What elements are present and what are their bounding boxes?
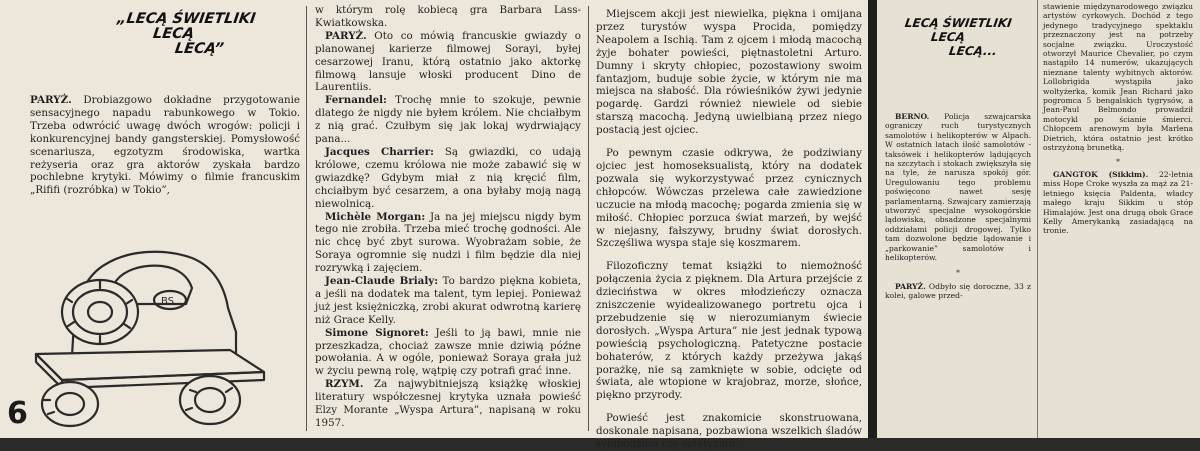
dateline-paryz-right: PARYŻ. [895, 281, 926, 291]
page-number: 6 [7, 396, 28, 431]
article-soraya-p2: Oto co mówią francuskie gwiazdy o planowanej karierze filmowej Sorayi, byłej cesarzowej Iranu, którą ostatnio jako aktorkę filmową lansuje włoski producent Dino de Laurentiis. [315, 29, 581, 94]
dateline-paryz-2: PARYŻ. [325, 29, 367, 42]
quote-signoret: Jeśli to ją bawi, mnie nie przeszkadza, chociaż zawsze mnie dziwią późne powołania. A w ogóle, ponieważ Soraya grała już w życiu pewną rolę, wątpię czy potrafi grać inne. [315, 326, 581, 378]
article-rififi: Drobiazgowo dokładne przygotowanie sensacyjnego napadu rabunkowego w Tokio. Trzeba odwrócić uwagę dwóch wrogów: policji i konkurencyjnej bandy gangsterskiej. Pomysłowość scenariusza, egzotyzm środowiska, wartka reżyseria oraz gra aktorów zyskała bardzo pochlebne krytyki. Mówimy o filmie francuskim „Rififi (rozróbka) w Tokio”, [30, 94, 300, 197]
speaker-morgan: Michèle Morgan: [325, 210, 426, 223]
article-berno: Policja szwajcarska ograniczy ruch turystycznych samolotów i helikopterów w Alpach. W ostatnich latach ilość samolotów - taksówek i helikopterów lądujących na szczytach i stokach zwiększyła się na tyle, że narusza spokój gór. Uregulowaniu tego problemu poświęcono nawet sesję parlamentarną. Szwajcary zamierzają utworzyć specjalne wysokogórskie lądowiska, obsadzone specjalnymi oddziałami policji drogowej. Tylko tam dozwolone będzie lądowanie i „parkowanie” samolotów i helikopterów. [885, 112, 1031, 263]
dateline-gangtok: GANGTOK (Sikkim). [1053, 169, 1149, 179]
review-paragraph-4: Powieść jest znakomicie skonstruowana, doskonale napisana, pozbawiona wszelkich śladów symbolizmu czy estetyzmu. [596, 412, 862, 451]
right-column-2 [1043, 2, 1193, 236]
separator-star-2: * [1116, 156, 1120, 166]
speaker-signoret: Simone Signoret: [325, 326, 429, 339]
quote-brialy: To bardzo piękna kobieta, a jeśli na dodatek ma talent, tym lepiej. Ponieważ już jest księżniczką, zrobi akurat odwrotną karierę niż Grace Kelly. [315, 275, 581, 326]
speaker-fernandel: Fernandel: [325, 94, 387, 107]
column-2 [315, 4, 581, 430]
dateline-berno: BERNO. [895, 112, 930, 121]
headline-line-1: „LECĄ ŚWIETLIKI [116, 11, 257, 27]
headline-left [112, 12, 257, 57]
headline-line-2: LECĄ [151, 26, 196, 42]
column-1 [30, 94, 300, 197]
column-rule-1 [306, 6, 307, 431]
article-cyrk: stawienie międzynarodowego związku artystów cyrkowych. Dochód z tego jedynego tradycyjnego spektaklu przeznaczony jest na potrzeby socjalne związku. Uroczystość otworzył Maurice Chevalier, po czym nastąpiło 14 numerów, ukazujących nieznane talenty wybitnych aktorów. Lollobrigida wystąpiła jako woltyżerka, komik Jean Richard jako pogromca 5 bengalskich tygrysów, a Jean-Paul Belmondo prowadził motocykl po ścianie śmierci. Chłopcem arenowym była Marlena Dietrich, która ostatnio jest krótko ostrzyżoną brunetką. [1043, 2, 1193, 153]
headline-right-line-3: LECĄ... [948, 44, 998, 58]
speaker-charrier: Jacques Charrier: [325, 145, 434, 158]
right-column-rule [1037, 0, 1038, 438]
review-paragraph-3: Filozoficzny temat książki to niemożność połączenia życia z pięknem. Dla Artura przejście z dzieciństwa w okres młodzieńczy oznacza zniszczenie wyidealizowanego portretu ojca i przebudzenie się w nierozumianym świecie dorosłych. „Wyspa Artura” nie jest jednak typową powieścią psychologiczną. Patetyczne postacie bohaterów, z których każdy przeżywa jakąś porażkę, nie są zamknięte w sobie, odcięte od świata, ale wtopione w krajobraz, morze, słońce, piękno przyrody. [596, 260, 862, 402]
column-rule-2 [588, 6, 589, 431]
speaker-brialy: Jean-Claude Brialy: [325, 275, 439, 288]
separator-star-1: * [956, 267, 960, 277]
quote-fernandel: Trochę mnie to szokuje, pewnie dlatego że nigdy nie byłem królem. Nie chciałbym z nią grać. Czułbym się jak lokaj wydrwiający pana... [315, 94, 581, 146]
plate-text: BS [161, 296, 175, 307]
dateline-rzym: RZYM. [325, 378, 364, 391]
review-paragraph-2: Po pewnym czasie odkrywa, że podziwiany ojciec jest homoseksualistą, który na dodatek pozwala się wykorzystywać przez cynicznych chłopców. Wówczas przelewa całe zawiedzione uczucie na młodą macochę; pogarda zmienia się w miłość. Chłopiec porzuca świat marzeń, by wejść w niejasny, fałszywy, brudny świat dorosłych. Szczęśliwa wyspa staje się koszmarem. [596, 147, 862, 250]
right-newspaper-page [877, 0, 1200, 438]
headline-right-line-2: LECĄ [930, 30, 966, 44]
quote-charrier: Są gwiazdki, co udają królowe, czemu królowa nie może zabawić się w gwiazdkę? Gdybym miał z nią kręcić film, chciałbym być cesarzem, a ona byłaby moją nagą niewolnicą. [315, 145, 581, 210]
quote-morgan: Ja na jej miejscu nigdy bym tego nie zrobiła. Trzeba mieć trochę godności. Ale nic chcę być zbyt surowa. Wyobrażam sobie, że Soraya ogromnie się nudzi i film będzie dla niej rozrywką i zajęciem. [315, 210, 582, 275]
headline-right-line-1: LECĄ ŚWIETLIKI [903, 16, 1013, 30]
rear-wheel [180, 376, 240, 424]
dateline-paryz: PARYŻ. [30, 94, 72, 106]
article-cyrk-start: Odbyło się doroczne, 33 z kolei, galowe przed- [885, 281, 1031, 301]
headline-line-3: LECĄ” [173, 41, 225, 57]
article-wyspa-artura: Za najwybitniejszą książkę włoskiej literatury współczesnej krytyka uznała powieść Elzy Morante „Wyspa Artura”, napisaną w roku 1957. [315, 378, 581, 429]
car-illustration [14, 204, 314, 426]
right-column-1 [885, 112, 1031, 301]
review-paragraph-1: Miejscem akcji jest niewielka, piękna i omijana przez turystów wyspa Procida, pomiędzy Neapolem a Ischią. Tam z ojcem i młodą macochą żyje bohater powieści, piętnastoletni Arturo. Dumny i skryty chłopiec, pozostawiony swoim fantazjom, buduje sobie życie, w którym nie ma miejsca na słabość. Dla rówieśników żywi jedynie pogardę. Gardzi również niewiele od siebie starszą macochą. Jedyną uwielbianą przez niego postacią jest ojciec. [596, 8, 862, 137]
headline-right [900, 16, 1013, 58]
column-3 [596, 8, 862, 451]
article-gangtok: 22-letnia miss Hope Croke wyszła za mąż za 21-letniego księcia Paldenta, władcy małego kraju Sikkim u stóp Himalajów. Jest ona drugą obok Grace Kelly Amerykanką zasiadającą na tronie. [1043, 169, 1193, 236]
front-wheel [42, 382, 98, 426]
article-soraya-p1: w którym rolę kobiecą gra Barbara Lass-Kwiatkowska. [315, 4, 581, 29]
page-gutter [868, 0, 877, 438]
